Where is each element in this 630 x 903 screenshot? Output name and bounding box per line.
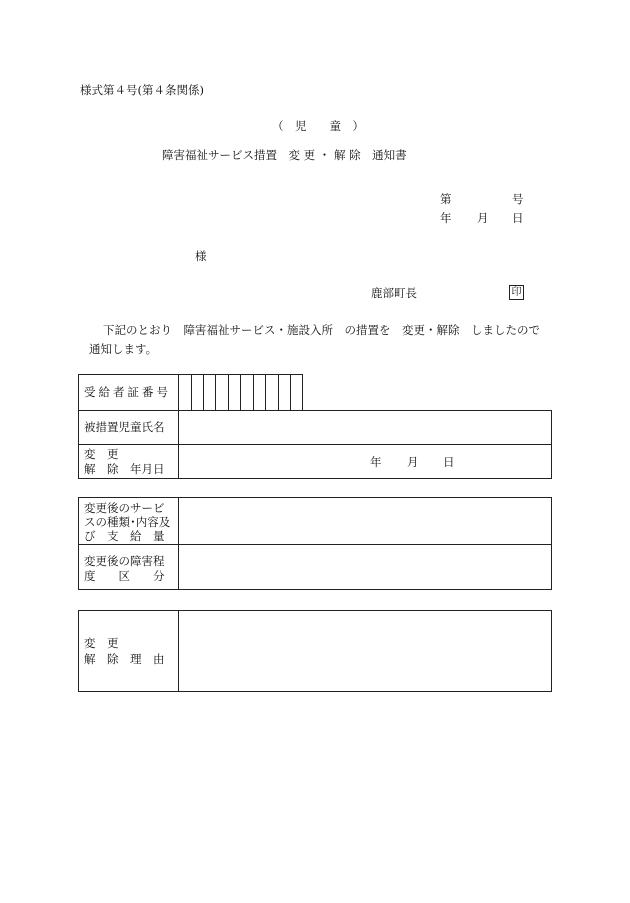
date-day: 日 (512, 211, 524, 225)
child-name-label: 被措置児童氏名 (84, 420, 165, 434)
digit-cell-divider (290, 374, 291, 411)
digit-cell-divider (228, 374, 229, 411)
certificate-number-label: 受給者証番号 (84, 385, 171, 399)
date-year: 年 (440, 211, 452, 225)
service-type-label-line3: び 支 給 量 (84, 529, 165, 543)
change-date-label-line2: 解 除 年月日 (84, 462, 165, 476)
reason-table-frame (78, 610, 552, 692)
digit-cell-divider (215, 374, 216, 411)
service-type-label-line2: スの種類･内容及 (84, 515, 171, 529)
digit-cell-divider (203, 374, 204, 411)
change-date-day: 日 (443, 455, 455, 469)
digit-cell-divider (191, 374, 192, 411)
body-text-line2: 通知します。 (89, 342, 158, 356)
form-number: 様式第４号(第４条関係) (80, 83, 204, 97)
change-date-month: 月 (407, 455, 419, 469)
disability-level-label-line1: 変更後の障害程 (84, 554, 165, 568)
doc-number-go: 号 (512, 192, 524, 206)
date-month: 月 (477, 211, 489, 225)
digit-cell-divider (240, 374, 241, 411)
reason-label-line2: 解 除 理 由 (84, 652, 165, 666)
body-text-line1: 下記のとおり 障害福祉サービス・施設入所 の措置を 変更・解除 しましたので (103, 323, 540, 337)
issuer-name: 鹿部町長 (371, 286, 417, 300)
disability-level-label-line2: 度 区 分 (84, 569, 165, 583)
reason-label-line1: 変 更 (84, 636, 119, 650)
recipient-suffix: 様 (195, 249, 207, 263)
digit-cell-divider (253, 374, 254, 411)
change-date-year: 年 (370, 455, 382, 469)
doc-number-dai: 第 (440, 192, 452, 206)
digit-cell-divider (278, 374, 279, 411)
seal-mark: 印 (509, 285, 524, 300)
doc-subtitle: （ 児 童 ） (272, 119, 364, 133)
digit-cell-divider (265, 374, 266, 411)
change-date-label-line1: 変 更 (84, 447, 119, 461)
doc-title: 障害福祉サービス措置 変 更 ・ 解 除 通知書 (162, 148, 407, 162)
service-type-label-line1: 変更後のサービ (84, 501, 165, 515)
